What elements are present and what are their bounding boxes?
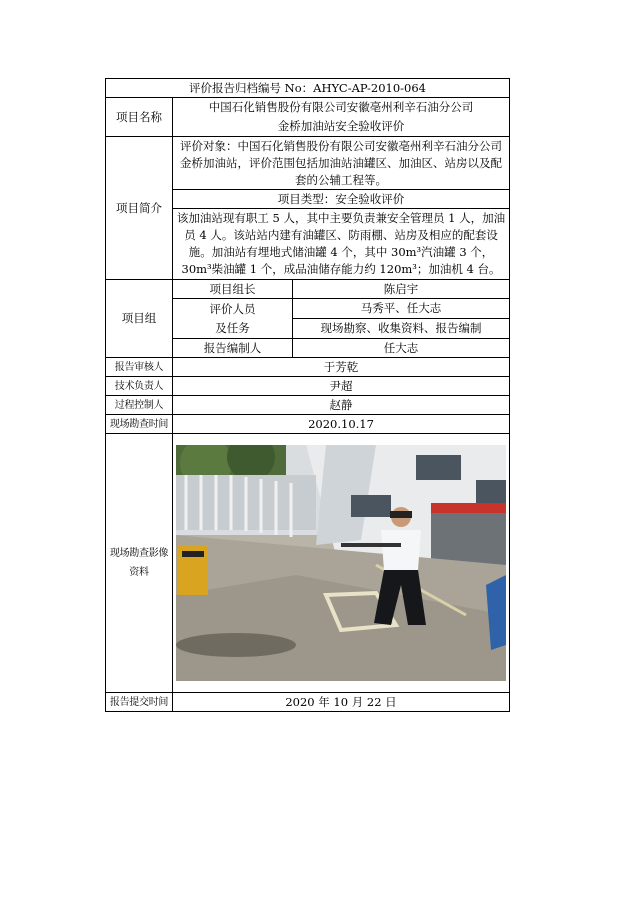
project-type: 项目类型：安全验收评价 [173, 190, 510, 209]
tech-lead-value: 尹超 [173, 377, 510, 396]
reviewer-label: 报告审核人 [106, 358, 173, 377]
project-name-label: 项目名称 [106, 98, 173, 137]
team-leader-value: 陈启宇 [293, 280, 510, 299]
evaluators-label [173, 299, 293, 339]
project-name-line-1: 中国石化销售股份有限公司安徽亳州利辛石油分公司 [208, 100, 474, 114]
evaluation-object: 评价对象：中国石化销售股份有限公司安徽亳州利辛石油分公司金桥加油站，评价范围包括加油站油罐区、加油区、站房以及配套的公辅工程等。 [173, 137, 510, 190]
evaluators-label-line-1: 评价人员 [209, 301, 256, 316]
submit-time-label: 报告提交时间 [106, 693, 173, 712]
report-compiler-value: 任大志 [293, 339, 510, 358]
gas-station-photo-illustration [176, 445, 506, 681]
report-number: 评价报告归档编号 No：AHYC-AP-2010-064 [106, 79, 510, 98]
tech-lead-label: 技术负责人 [106, 377, 173, 396]
project-name-line-2: 金桥加油站安全验收评价 [277, 119, 405, 133]
process-controller-value: 赵静 [173, 396, 510, 415]
survey-photo-label-line-1: 现场勘查影像 [109, 548, 169, 559]
project-team-label: 项目组 [106, 280, 173, 358]
station-description: 该加油站现有职工 5 人，其中主要负责兼安全管理员 1 人，加油员 4 人。该站站内建有油罐区、防雨棚、站房及相应的配套设施。加油站有埋地式储油罐 4 个，其中 30m³汽油罐 3 个，30m³柴油罐 1 个，成品油储存能力约 120m³；加油机 4 台。 [173, 209, 510, 280]
process-controller-label: 过程控制人 [106, 396, 173, 415]
evaluators-value: 马秀平、任大志 [293, 299, 510, 319]
report-compiler-label: 报告编制人 [173, 339, 293, 358]
survey-time-value: 2020.10.17 [173, 415, 510, 434]
evaluator-tasks: 现场勘察、收集资料、报告编制 [293, 319, 510, 339]
reviewer-value: 于芳乾 [173, 358, 510, 377]
report-table [105, 78, 510, 712]
project-intro-label: 项目简介 [106, 137, 173, 280]
survey-photo-cell [173, 434, 510, 693]
survey-time-label: 现场勘查时间 [106, 415, 173, 434]
survey-photo-label-line-2: 资料 [129, 567, 149, 578]
team-leader-label: 项目组长 [173, 280, 293, 299]
project-name-value [173, 98, 510, 137]
survey-photo-label [106, 434, 173, 693]
survey-photo [176, 445, 506, 681]
submit-time-value: 2020 年 10 月 22 日 [173, 693, 510, 712]
evaluators-label-line-2: 及任务 [215, 320, 250, 335]
